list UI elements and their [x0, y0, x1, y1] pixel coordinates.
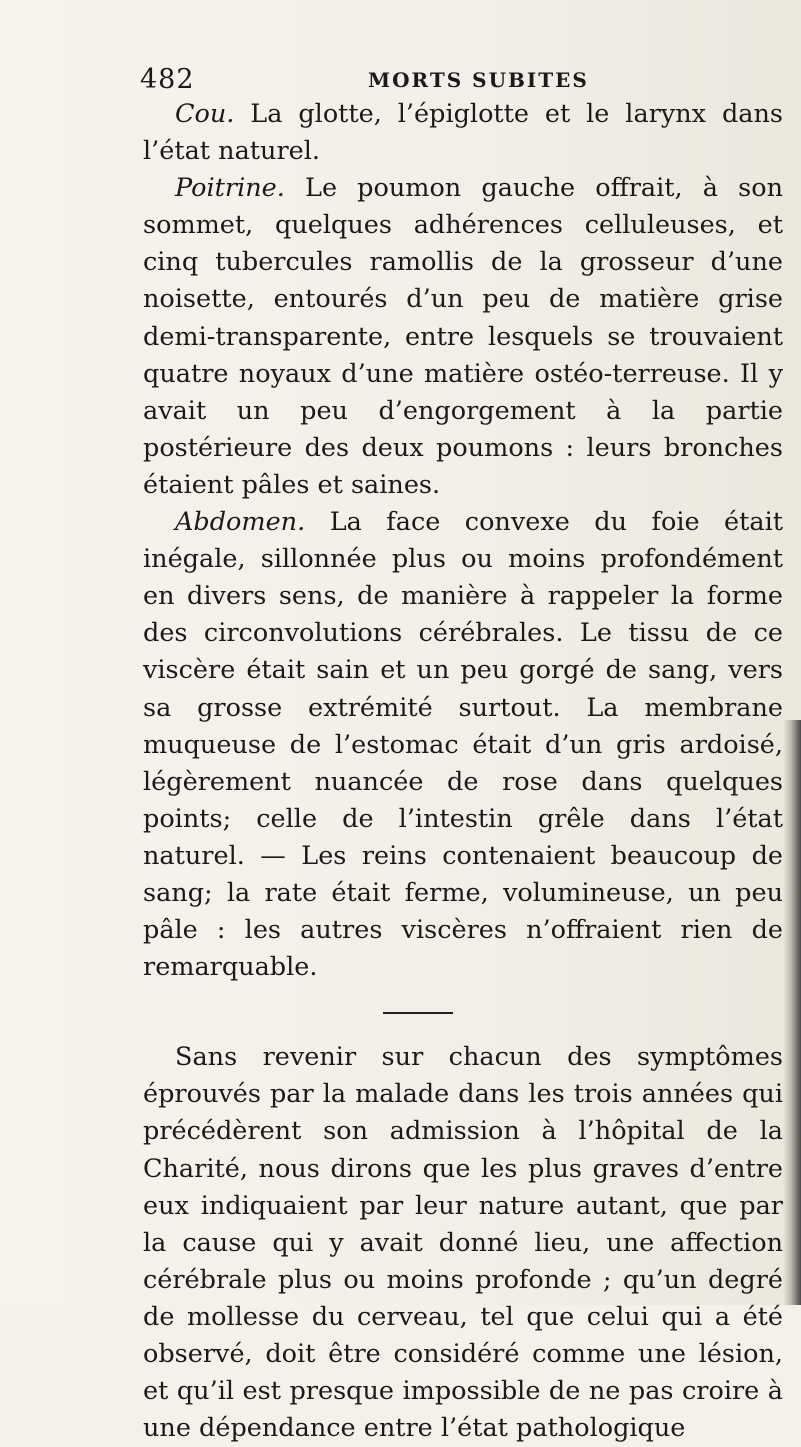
section-label-cou: Cou. — [175, 99, 235, 129]
paragraph-poitrine — [143, 170, 783, 504]
page-header — [140, 60, 780, 100]
page-edge-shadow — [783, 720, 801, 1305]
section-separator — [383, 1012, 453, 1015]
running-head: MORTS SUBITES — [368, 68, 589, 92]
section-label-abdomen: Abdomen. — [175, 507, 306, 538]
paragraph-text-abdomen: La face convexe du foie était inégale, sillonnée plus ou moins profondément en divers sens, de manière à rappeler la forme des circonvolutions cérébrales. Le tissu de ce viscère était sain et un peu gorgé de sang, vers sa grosse extrémité surtout. La membrane muqueuse de l’estomac était d’un gris ardoisé, légèrement nuancée de rose dans quelques points; celle de l’intestin grêle dans l’état naturel. — Les reins contenaient beaucoup de sang; la rate était ferme, volumineuse, un peu pâle : les autres viscères n’offraient rien de remarquable. — [143, 507, 783, 983]
section-label-poitrine: Poitrine. — [175, 173, 285, 204]
paragraph-cou — [143, 96, 783, 170]
paragraph-text-cou: La glotte, l’épiglotte et le larynx dans l’état naturel. — [143, 99, 783, 167]
paragraph-abdomen — [143, 504, 783, 986]
paragraph-text-poitrine: Le poumon gauche offrait, à son sommet, quelques adhérences celluleuses, et cinq tubercules ramollis de la grosseur d’une noisette, entourés d’un peu de matière grise demi-transparente, entre lesquels se trouvaient quatre noyaux d’une matière ostéo-terreuse. Il y avait un peu d’engorgement à la partie postérieure des deux poumons : leurs bronches étaient pâles et saines. — [143, 173, 783, 500]
paragraph-text-discussion: Sans revenir sur chacun des symptômes éprouvés par la malade dans les trois années qui précédèrent son admission à l’hôpital de la Charité, nous dirons que les plus graves d’entre eux indiquaient par leur nature autant, que par la cause qui y avait donné lieu, une affection cérébrale plus ou moins profonde ; qu’un degré de mollesse du cerveau, tel que celui qui a été observé, doit être considéré comme une lésion, et qu’il est presque impossible de ne pas croire à une dépendance entre l’état pathologique — [143, 1042, 783, 1444]
page-number: 482 — [140, 64, 195, 95]
paragraph-discussion — [143, 1039, 783, 1447]
body-text — [143, 96, 783, 1447]
separator-row — [143, 986, 783, 1039]
